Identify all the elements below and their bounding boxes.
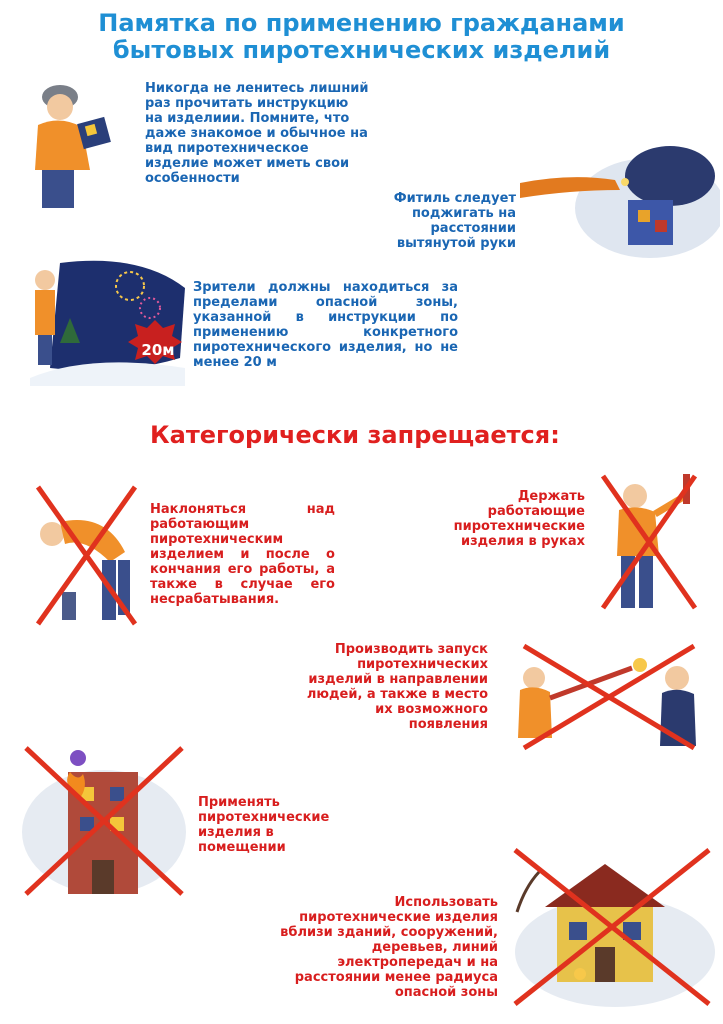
prohibited-lean-over-text: Наклоняться над работающим пиротехническим изделием и после о кончания его работы, а также в случае его несрабатывания. <box>150 502 335 607</box>
title-line-2: бытовых пиротехнических изделий <box>112 36 611 64</box>
prohibited-hold-in-hands-text: Держать работающие пиротехнические изделия в руках <box>453 489 585 549</box>
man-reading-instructions-illustration <box>20 75 135 210</box>
spectators-fireworks-illustration <box>30 258 190 386</box>
rule-fuse-text: Фитиль следует поджигать на расстоянии вытянутой руки <box>393 191 516 251</box>
indoor-fireworks-building-illustration <box>18 742 190 900</box>
distance-badge-label: 20м <box>141 341 175 359</box>
title-line-1: Памятка по применению гражданами <box>98 9 625 37</box>
aiming-at-people-illustration <box>512 638 702 753</box>
near-buildings-illustration <box>505 842 717 1010</box>
poster-title <box>0 10 723 64</box>
prohibited-near-buildings-text: Использовать пиротехнические изделия вблизи зданий, сооружений, деревьев, линий электропередач и на расстоянии менее радиуса опасной зоны <box>280 895 498 1000</box>
leaning-over-firework-illustration <box>30 482 142 630</box>
lighting-fuse-illustration <box>520 138 720 263</box>
prohibited-aim-at-people-text: Производить запуск пиротехнических изделий в направлении людей, а также в место их возможного появления <box>306 642 488 732</box>
prohibited-indoors-text: Применять пиротехнические изделия в помещении <box>198 795 330 855</box>
holding-firework-illustration <box>597 468 702 616</box>
rule-spectators-text: Зрители должны находиться за пределами опасной зоны, указанной в инструкции по применению конкретного пиротехнического изделия, но не менее 20 м <box>193 280 458 370</box>
prohibited-heading: Категорически запрещается: <box>150 421 560 449</box>
rule-read-instructions-text: Никогда не ленитесь лишний раз прочитать инструкцию на изделиии. Помните, что даже знакомое и обычное на вид пиротехническое изделие может иметь свои особенности <box>145 81 369 186</box>
